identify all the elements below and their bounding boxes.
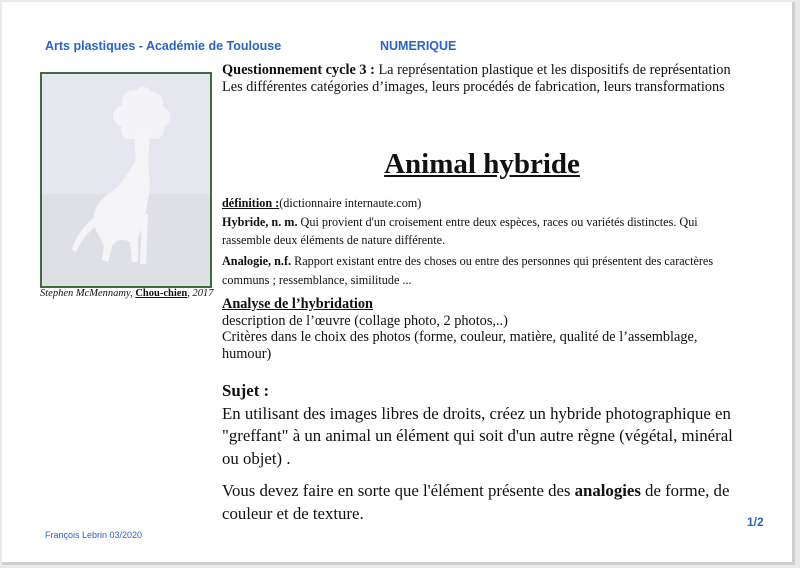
analyse-block	[222, 296, 747, 362]
caption-title: Chou-chien	[135, 288, 188, 299]
artwork-photo	[40, 72, 212, 288]
page-title: Animal hybride	[384, 148, 580, 180]
document-page	[2, 2, 795, 565]
questionnement-block	[222, 62, 742, 95]
definition-label: définition :	[222, 196, 280, 210]
artwork-caption	[40, 287, 215, 300]
term-analogie: Analogie, n.f.	[222, 254, 292, 268]
sujet-p2-after: de forme, de couleur et de texture.	[222, 481, 730, 523]
sujet-paragraph-1: En utilisant des images libres de droits, créez un hybride photographique en "greffant" à un animal un élément qui soit d'un autre règne (végétal, minéral ou objet) .	[222, 403, 733, 468]
questionnement-text: La représentation plastique et les dispositifs de représentation	[374, 62, 731, 78]
sujet-block	[222, 380, 752, 525]
definition-analogie: Rapport existant entre des choses ou entre des personnes qui présentent des caractères communs ; ressemblance, similitude ...	[222, 254, 714, 287]
header-institution: Arts plastiques - Académie de Toulouse	[45, 39, 282, 53]
sujet-paragraph-2	[222, 480, 752, 525]
questionnement-label: Questionnement cycle 3 :	[222, 62, 375, 78]
caption-year: , 2017	[187, 288, 214, 299]
analyse-line2: Critères dans le choix des photos (forme, couleur, matière, qualité de l’assemblage, humour)	[222, 329, 698, 362]
caption-author: Stephen McMennamy,	[40, 288, 136, 299]
analyse-heading: Analyse de l’hybridation	[222, 296, 373, 312]
footer-author: François Lebrin 03/2020	[45, 530, 143, 540]
sujet-p2-before: Vous devez faire en sorte que l'élément présente des	[222, 481, 575, 500]
term-hybride: Hybride, n. m.	[222, 214, 298, 229]
analogie-block	[222, 252, 747, 289]
analyse-line1: description de l’œuvre (collage photo, 2 photos,..)	[222, 312, 508, 329]
questionnement-line2: Les différentes catégories d’images, leurs procédés de fabrication, leurs transformations	[222, 78, 725, 95]
definition-source: (dictionnaire internaute.com)	[279, 196, 422, 210]
definition-hybride: Qui provient d'un croisement entre deux espèces, races ou variétés distinctes. Qui rassemble deux éléments de nature différente.	[222, 214, 698, 247]
definition-block	[222, 194, 747, 250]
cauliflower-dog-image	[42, 74, 210, 286]
header-category: NUMERIQUE	[380, 39, 457, 53]
sujet-heading: Sujet :	[222, 381, 270, 400]
sujet-p2-bold: analogies	[574, 481, 641, 500]
page-number: 1/2	[747, 515, 764, 529]
